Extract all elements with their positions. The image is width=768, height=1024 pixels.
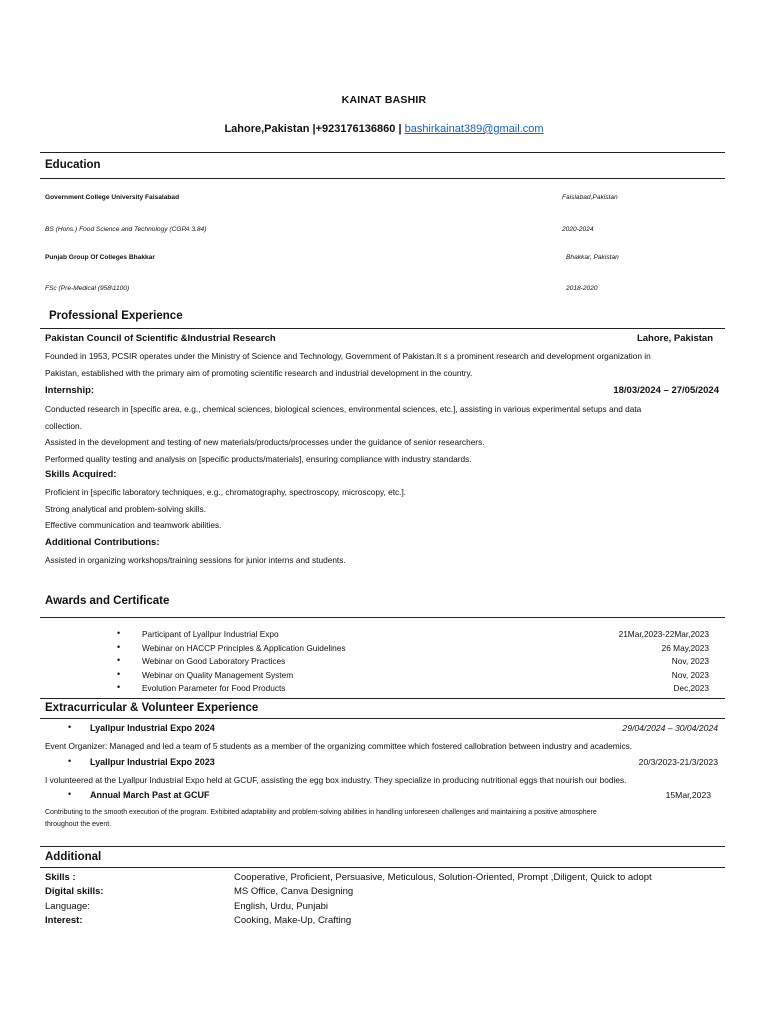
candidate-name: KAINAT BASHIR <box>341 94 427 106</box>
activity-title: Lyallpur Industrial Expo 2024 <box>90 723 215 733</box>
award-label: Webinar on Quality Management System <box>142 670 294 680</box>
activity-description <box>45 807 725 831</box>
email-link[interactable]: bashirkainat389@gmail.com <box>404 123 544 135</box>
location-phone: Lahore,Pakistan |+923176136860 | <box>224 123 405 135</box>
description-line: Founded in 1953, PCSIR operates under the Ministry of Science and Technology, Government of Pakistan.It s a prominent research and development organization in <box>45 351 651 361</box>
duty-line: Assisted in the development and testing of new materials/products/processes under the guidance of senior researchers. <box>45 437 485 447</box>
divider <box>40 698 725 699</box>
role-dates: 18/03/2024 – 27/05/2024 <box>613 385 719 396</box>
activity-title: Annual March Past at GCUF <box>90 790 210 800</box>
organization-name: Pakistan Council of Scientific &Industrial Research <box>45 333 276 344</box>
duty-line: Conducted research in [specific area, e.g., chemical sciences, biological sciences, environmental sciences, etc.], assisting in various experimental setups and data <box>45 404 642 414</box>
skills-acquired-list <box>45 484 725 534</box>
bullet-icon: • <box>117 669 121 679</box>
additional-key: Language: <box>45 901 90 912</box>
award-date: Nov, 2023 <box>671 656 709 666</box>
additional-key: Interest: <box>45 915 83 926</box>
skill-line: Strong analytical and problem-solving skills. <box>45 503 206 514</box>
bullet-icon: • <box>117 642 121 652</box>
skills-acquired-label: Skills Acquired: <box>45 469 117 480</box>
award-date: 21Mar,2023-22Mar,2023 <box>618 629 709 639</box>
description-line: Pakistan, established with the primary aim of promoting scientific research and industrial development in the country. <box>45 367 473 378</box>
additional-value: Cooking, Make-Up, Crafting <box>234 915 352 926</box>
divider <box>40 846 725 847</box>
degree: BS (Hons.) Food Science and Technology (CGPA 3.84) <box>45 226 207 233</box>
divider <box>40 718 725 719</box>
additional-contributions-label: Additional Contributions: <box>45 537 160 548</box>
description-line: Contributing to the smooth execution of the program. Exhibited adaptability and problem-solving abilities in handling unforeseen challenges and maintaining a positive atmosphere <box>45 809 597 816</box>
education-years: 2020-2024 <box>562 226 594 233</box>
divider <box>40 152 725 153</box>
awards-title: Awards and Certificate <box>45 595 170 607</box>
experience-title: Professional Experience <box>49 310 183 322</box>
award-label: Participant of Lyallpur Industrial Expo <box>142 629 279 639</box>
activity-date: 29/04/2024 – 30/04/2024 <box>622 723 718 733</box>
education-title: Education <box>45 159 101 171</box>
bullet-icon: • <box>68 756 72 766</box>
additional-contributions-text: Assisted in organizing workshops/training sessions for junior interns and students. <box>45 555 346 565</box>
role-title: Internship: <box>45 385 95 396</box>
institution: Punjab Group Of Colleges Bhakkar <box>45 254 155 261</box>
additional-key: Skills : <box>45 872 76 883</box>
divider <box>40 867 725 868</box>
award-label: Webinar on Good Laboratory Practices <box>142 656 286 666</box>
award-label: Evolution Parameter for Food Products <box>142 683 286 693</box>
bullet-icon: • <box>117 628 121 638</box>
award-date: 26 May,2023 <box>661 643 709 653</box>
organization-description <box>45 348 725 381</box>
additional-value: MS Office, Canva Designing <box>234 886 354 897</box>
contact-line <box>0 123 768 135</box>
education-years: 2018-2020 <box>566 285 598 292</box>
award-date: Dec,2023 <box>673 683 709 693</box>
activity-description: I volunteered at the Lyallpur Industrial Expo held at GCUF, assisting the egg box industry. They specialize in producing nutritional eggs that nourish our bodies. <box>45 775 627 785</box>
additional-key: Digital skills: <box>45 886 104 897</box>
divider <box>40 178 725 179</box>
degree: FSc (Pre-Medical (958\1100) <box>45 285 130 292</box>
education-location: Bhakkar, Pakistan <box>566 254 619 261</box>
additional-value: Cooperative, Proficient, Persuasive, Meticulous, Solution-Oriented, Prompt ,Diligent, Quick to adopt <box>234 872 652 883</box>
duty-line: Performed quality testing and analysis on [specific products/materials], ensuring compliance with industry standards. <box>45 453 472 464</box>
extracurricular-title: Extracurricular & Volunteer Experience <box>45 702 259 714</box>
divider <box>40 617 725 618</box>
skill-line: Proficient in [specific laboratory techniques, e.g., chromatography, spectroscopy, microscopy, etc.]. <box>45 487 407 497</box>
award-date: Nov, 2023 <box>671 670 709 680</box>
bullet-icon: • <box>117 655 121 665</box>
organization-location: Lahore, Pakistan <box>636 333 713 344</box>
activity-title: Lyallpur Industrial Expo 2023 <box>90 757 215 767</box>
award-label: Webinar on HACCP Principles & Application Guidelines <box>142 643 346 653</box>
additional-title: Additional <box>45 851 102 863</box>
activity-date: 20/3/2023-21/3/2023 <box>638 757 718 767</box>
education-location: Faislabad,Pakistan <box>562 194 618 201</box>
divider <box>40 328 725 329</box>
institution: Government College University Faisalabad <box>45 194 180 201</box>
activity-date: 15Mar,2023 <box>665 790 711 800</box>
duties-list <box>45 401 725 467</box>
bullet-icon: • <box>68 789 72 799</box>
activity-description: Event Organizer: Managed and led a team of 5 students as a member of the organizing committee which fostered callobration between industry and academics. <box>45 741 633 751</box>
bullet-icon: • <box>68 722 72 732</box>
duty-line: collection. <box>45 420 82 431</box>
description-line: throughout the event. <box>45 821 112 828</box>
additional-value: English, Urdu, Punjabi <box>234 901 328 912</box>
bullet-icon: • <box>117 682 121 692</box>
skill-line: Effective communication and teamwork abilities. <box>45 520 222 530</box>
